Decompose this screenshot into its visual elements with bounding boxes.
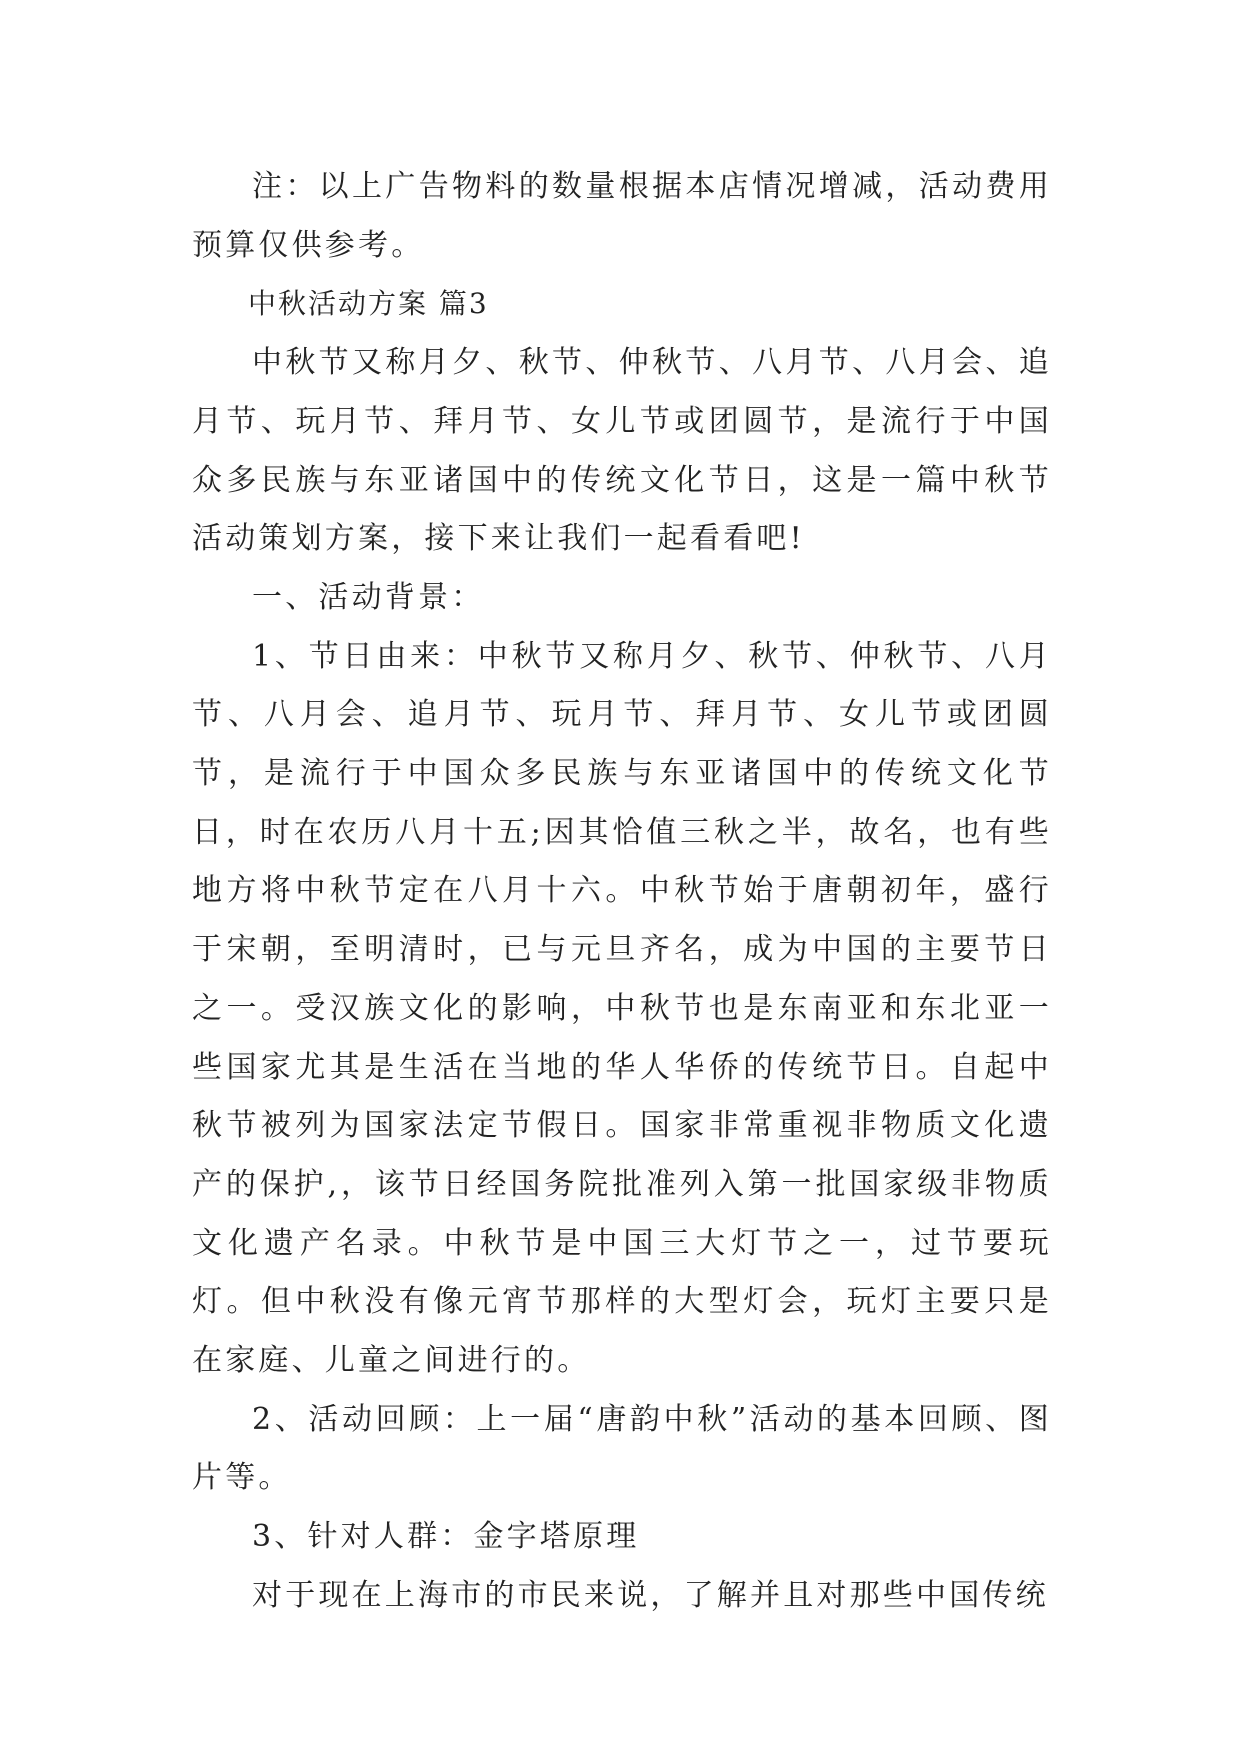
review-paragraph: 2、活动回顾：上一届“唐韵中秋”活动的基本回顾、图片等。 xyxy=(192,1401,1052,1496)
origin-paragraph: 1、节日由来：中秋节又称月夕、秋节、仲秋节、八月节、八月会、追月节、玩月节、拜月节、女儿节或团圆节，是流行于中国众多民族与东亚诸国中的传统文化节日，时在农历八月十五;因其恰值三秋之半，故名，也有些地方将中秋节定在八月十六。中秋节始于唐朝初年，盛行于宋朝，至明清时，已与元旦齐名，成为中国的主要节日之一。受汉族文化的影响，中秋节也是东南亚和东北亚一些国家尤其是生活在当地的华人华侨的传统节日。自起中秋节被列为国家法定节假日。国家非常重视非物质文化遗产的保护,，该节日经国务院批准列入第一批国家级非物质文化遗产名录。中秋节是中国三大灯节之一，过节要玩灯。但中秋没有像元宵节那样的大型灯会，玩灯主要只是在家庭、儿童之间进行的。 xyxy=(192,638,1052,1379)
document-body xyxy=(192,158,1052,1626)
section-title: 中秋活动方案 篇3 xyxy=(248,287,489,321)
shanghai-paragraph: 对于现在上海市的市民来说，了解并且对那些中国传统 xyxy=(252,1577,1049,1613)
audience-paragraph: 3、针对人群：金字塔原理 xyxy=(252,1519,640,1555)
note-paragraph: 注：以上广告物料的数量根据本店情况增减，活动费用预算仅供参考。 xyxy=(192,169,1052,263)
background-heading: 一、活动背景： xyxy=(252,579,485,615)
intro-paragraph: 中秋节又称月夕、秋节、仲秋节、八月节、八月会、追月节、玩月节、拜月节、女儿节或团圆节，是流行于中国众多民族与东亚诸国中的传统文化节日，这是一篇中秋节活动策划方案，接下来让我们一起看看吧! xyxy=(192,345,1052,557)
